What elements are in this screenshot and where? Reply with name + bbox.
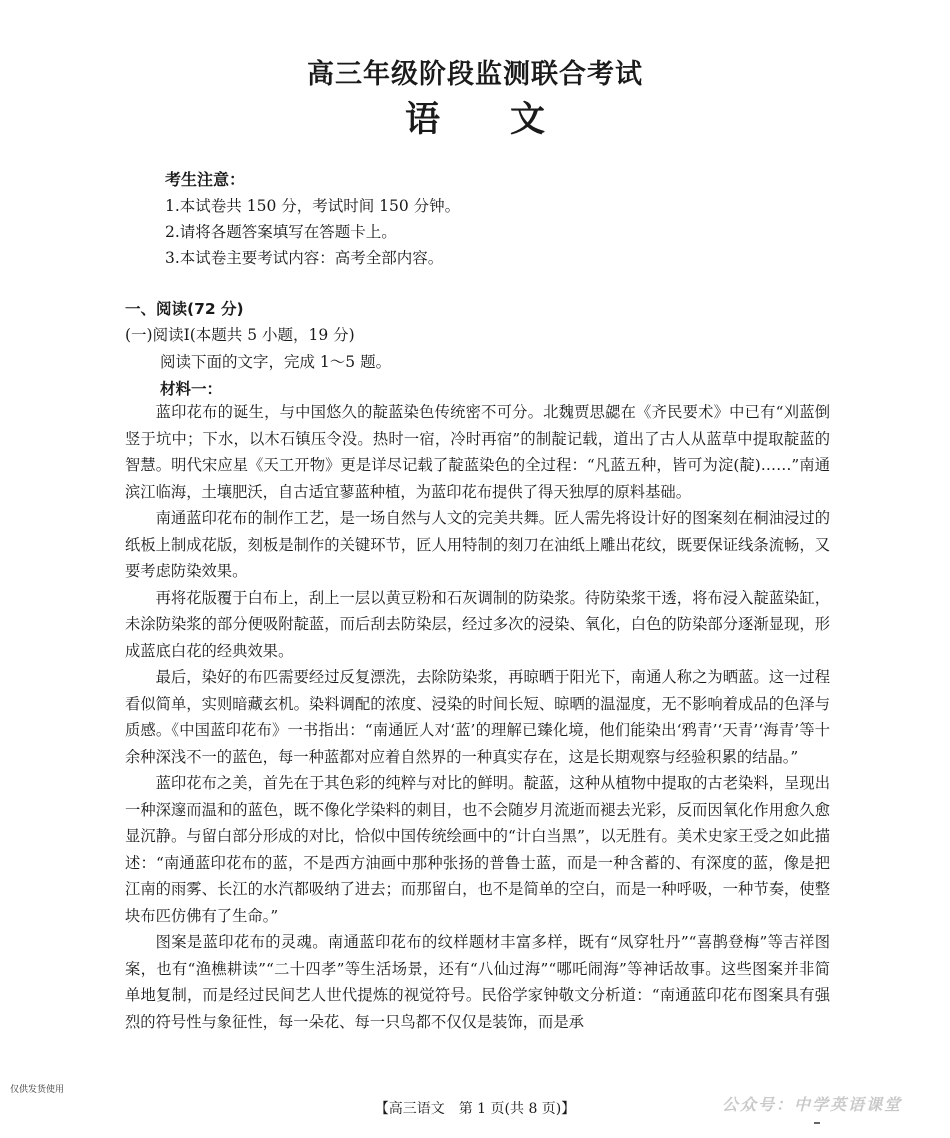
side-note: 仅供发货使用 xyxy=(10,1085,65,1095)
material-label: 材料一： xyxy=(160,380,223,398)
reading-passage xyxy=(125,399,830,1035)
corner-mark xyxy=(814,1122,820,1124)
passage-paragraph: 图案是蓝印花布的灵魂。南通蓝印花布的纹样题材丰富多样，既有“凤穿牡丹”“喜鹊登梅”等吉祥图案，也有“渔樵耕读”“二十四孝”等生活场景，还有“八仙过海”“哪吒闹海”等神话故事。这些图案并非简单地复制，而是经过民间艺人世代提炼的视觉符号。民俗学家钟敬文分析道：“南通蓝印花布图案具有强烈的符号性与象征性，每一朵花、每一只鸟都不仅仅是装饰，而是承 xyxy=(125,933,830,1031)
reading-instruction: 阅读下面的文字，完成 1～5 题。 xyxy=(160,353,392,371)
notice-item: 3.本试卷主要考试内容：高考全部内容。 xyxy=(165,249,444,267)
notice-item: 2.请将各题答案填写在答题卡上。 xyxy=(165,223,397,241)
candidate-notice xyxy=(165,166,460,271)
passage-paragraph: 再将花版覆于白布上，刮上一层以黄豆粉和石灰调制的防染浆。待防染浆干透，将布浸入靛蓝染缸，未涂防染浆的部分便吸附靛蓝，而后刮去防染层，经过多次的浸染、氧化，白色的防染部分逐渐显现，形成蓝底白花的经典效果。 xyxy=(125,588,830,660)
passage-paragraph: 蓝印花布的诞生，与中国悠久的靛蓝染色传统密不可分。北魏贾思勰在《齐民要术》中已有“刈蓝倒竖于坑中；下水，以木石镇压令没。热时一宿，冷时再宿”的制靛记载，道出了古人从蓝草中提取靛蓝的智慧。明代宋应星《天工开物》更是详尽记载了靛蓝染色的全过程：“凡蓝五种，皆可为淀(靛)……”南通滨江临海，土壤肥沃，自古适宜蓼蓝种植，为蓝印花布提供了得天独厚的原料基础。 xyxy=(125,403,830,501)
passage-paragraph: 南通蓝印花布的制作工艺，是一场自然与人文的完美共舞。匠人需先将设计好的图案刻在桐油浸过的纸板上制成花版，刻板是制作的关键环节，匠人用特制的刻刀在油纸上雕出花纹，既要保证线条流畅，又要考虑防染效果。 xyxy=(125,509,830,580)
exam-title: 高三年级阶段监测联合考试 xyxy=(307,59,643,90)
page-footer: 【高三语文 第 1 页(共 8 页)】 xyxy=(374,1101,576,1117)
notice-item: 1.本试卷共 150 分，考试时间 150 分钟。 xyxy=(165,197,461,215)
section-heading: 一、阅读(72 分) xyxy=(125,300,244,318)
subject-title: 语文 xyxy=(404,100,615,140)
subsection-heading: (一)阅读Ⅰ(本题共 5 小题，19 分) xyxy=(125,326,355,344)
watermark: 公众号：中学英语课堂 xyxy=(722,1095,903,1114)
notice-heading: 考生注意： xyxy=(165,170,246,189)
passage-paragraph: 最后，染好的布匹需要经过反复漂洗，去除防染浆，再晾晒于阳光下，南通人称之为晒蓝。这一过程看似简单，实则暗藏玄机。染料调配的浓度、浸染的时间长短、晾晒的温湿度，无不影响着成品的色泽与质感。《中国蓝印花布》一书指出：“南通匠人对‘蓝’的理解已臻化境，他们能染出‘鸦青’‘天青’‘海青’等十余种深浅不一的蓝色，每一种蓝都对应着自然界的一种真实存在，这是长期观察与经验积累的结晶。” xyxy=(125,668,830,766)
passage-paragraph: 蓝印花布之美，首先在于其色彩的纯粹与对比的鲜明。靛蓝，这种从植物中提取的古老染料，呈现出一种深邃而温和的蓝色，既不像化学染料的刺目，也不会随岁月流逝而褪去光彩，反而因氧化作用愈久愈显沉静。与留白部分形成的对比，恰似中国传统绘画中的“计白当黑”，以无胜有。美术史家王受之如此描述：“南通蓝印花布的蓝，不是西方油画中那种张扬的普鲁士蓝，而是一种含蓄的、有深度的蓝，像是把江南的雨雾、长江的水汽都吸纳了进去；而那留白，也不是简单的空白，而是一种呼吸，一种节奏，使整块布匹仿佛有了生命。” xyxy=(125,774,830,925)
